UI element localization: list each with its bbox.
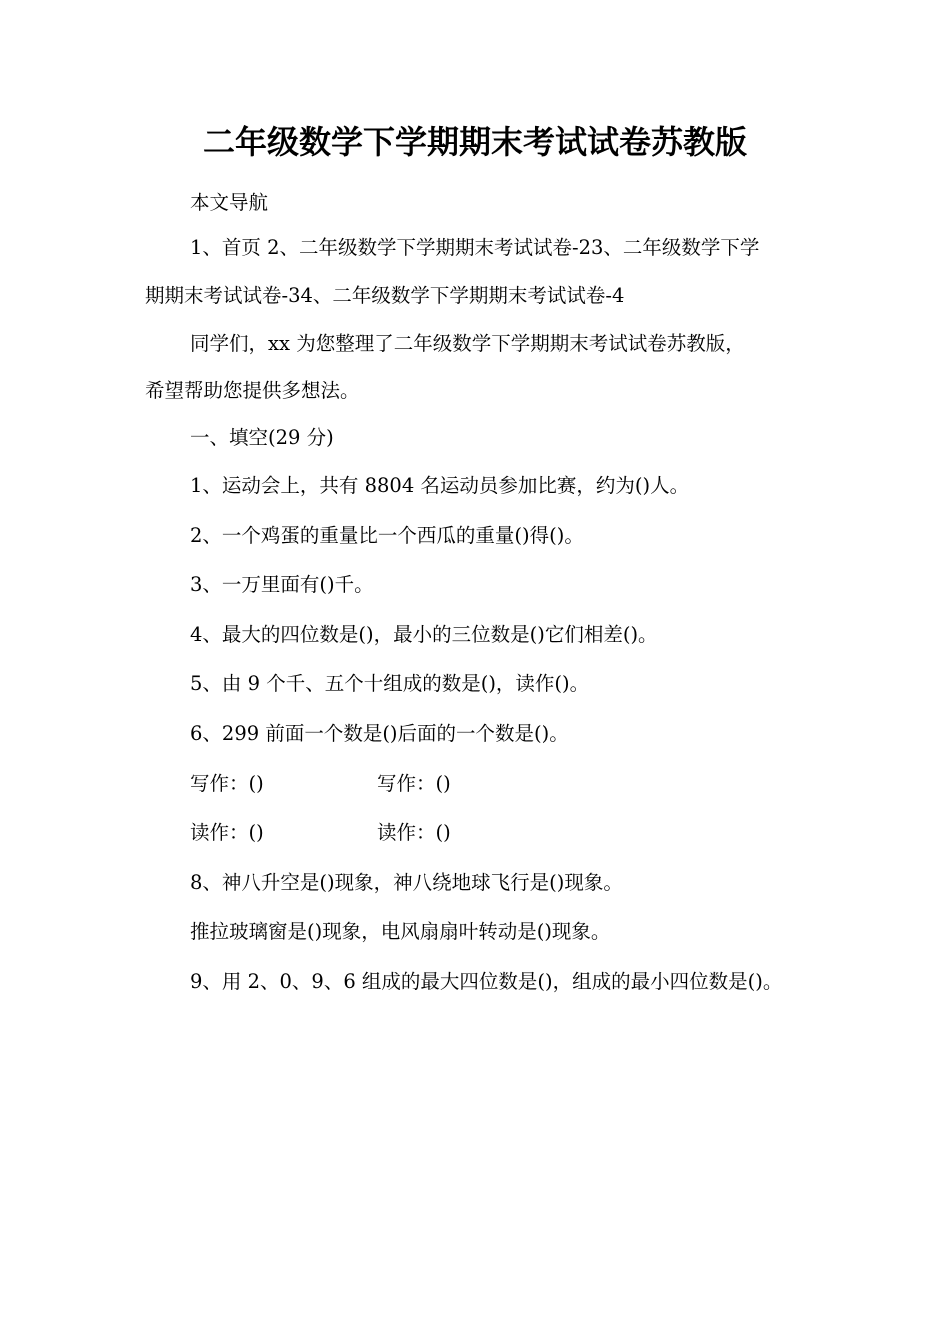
document-title: 二年级数学下学期期末考试试卷苏教版 <box>202 123 747 161</box>
intro-line-1: 同学们，xx 为您整理了二年级数学下学期期末考试试卷苏教版， <box>190 332 745 355</box>
write-label-a: 写作：() <box>190 772 264 795</box>
question-3: 3、一万里面有()千。 <box>190 573 374 596</box>
question-5: 5、由 9 个千、五个十组成的数是()，读作()。 <box>190 672 590 695</box>
write-label-b: 写作：() <box>377 772 451 795</box>
nav-heading: 本文导航 <box>190 191 269 214</box>
question-1: 1、运动会上，共有 8804 名运动员参加比赛，约为()人。 <box>190 474 690 497</box>
section-heading: 一、填空(29 分) <box>190 426 334 449</box>
nav-line-1: 1、首页 2、二年级数学下学期期末考试试卷-23、二年级数学下学 <box>190 236 760 259</box>
question-4: 4、最大的四位数是()，最小的三位数是()它们相差()。 <box>190 623 658 646</box>
question-8: 8、神八升空是()现象，神八绕地球飞行是()现象。 <box>190 871 623 894</box>
intro-line-2: 希望帮助您提供多想法。 <box>145 379 360 402</box>
question-6: 6、299 前面一个数是()后面的一个数是()。 <box>190 722 569 745</box>
nav-line-2: 期期末考试试卷-34、二年级数学下学期期末考试试卷-4 <box>145 284 625 307</box>
question-9: 9、用 2、0、9、6 组成的最大四位数是()，组成的最小四位数是()。 <box>190 970 783 993</box>
read-label-b: 读作：() <box>377 821 451 844</box>
question-8-continued: 推拉玻璃窗是()现象，电风扇扇叶转动是()现象。 <box>190 920 611 943</box>
read-label-a: 读作：() <box>190 821 264 844</box>
question-2: 2、一个鸡蛋的重量比一个西瓜的重量()得()。 <box>190 524 584 547</box>
